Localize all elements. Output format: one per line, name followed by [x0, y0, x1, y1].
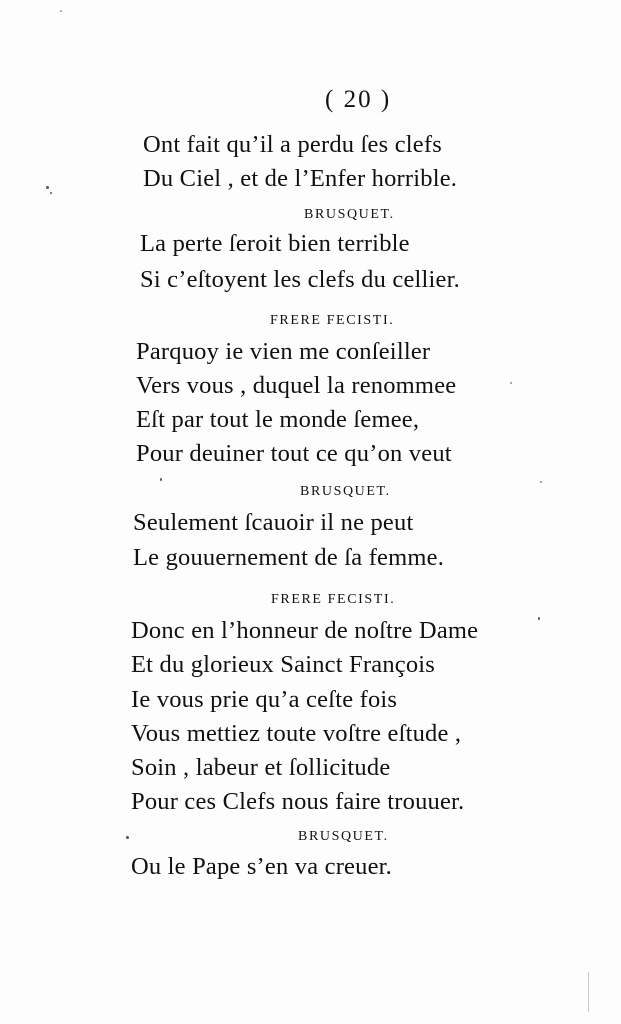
- scan-speck: [126, 836, 129, 839]
- scan-speck: [50, 192, 52, 194]
- speaker-name: FRERE FECISTI.: [270, 313, 395, 328]
- verse-line: Vers vous , duquel la renommee: [136, 372, 457, 399]
- verse-line: Seulement ſcauoir il ne peut: [133, 509, 414, 536]
- verse-line: Ie vous prie qu’a ceſte fois: [131, 686, 398, 713]
- scan-speck: [540, 481, 542, 483]
- speaker-name: FRERE FECISTI.: [271, 592, 396, 607]
- scan-speck: [60, 10, 62, 12]
- verse-line: Le gouuernement de ſa femme.: [133, 544, 445, 571]
- verse-line: Vous mettiez toute voſtre eſtude ,: [131, 720, 462, 747]
- verse-line: Parquoy ie vien me conſeiller: [136, 338, 431, 365]
- scan-speck: [510, 382, 512, 384]
- verse-line: Donc en l’honneur de noſtre Dame: [131, 617, 479, 644]
- verse-line: Eſt par tout le monde ſemee,: [136, 406, 420, 433]
- scan-speck: [538, 617, 540, 620]
- speaker-name: BRUSQUET.: [298, 829, 389, 844]
- verse-line: Et du glorieux Sainct François: [131, 651, 436, 678]
- verse-line: Ou le Pape s’en va creuer.: [131, 853, 392, 880]
- speaker-name: BRUSQUET.: [300, 484, 391, 499]
- verse-line: Pour ces Clefs nous faire trouuer.: [131, 788, 465, 815]
- verse-line: Pour deuiner tout ce qu’on veut: [136, 440, 452, 467]
- verse-line: Soin , labeur et ſollicitude: [131, 754, 391, 781]
- scan-speck: [588, 972, 589, 1012]
- page-number: ( 20 ): [325, 86, 392, 113]
- verse-line: Si c’eſtoyent les clefs du cellier.: [140, 266, 460, 293]
- verse-line: La perte ſeroit bien terrible: [140, 230, 410, 257]
- verse-line: Ont fait qu’il a perdu ſes clefs: [143, 131, 442, 158]
- speaker-name: BRUSQUET.: [304, 207, 395, 222]
- scan-speck: [46, 186, 49, 189]
- verse-line: Du Ciel , et de l’Enfer horrible.: [143, 165, 458, 192]
- scan-speck: [160, 478, 162, 481]
